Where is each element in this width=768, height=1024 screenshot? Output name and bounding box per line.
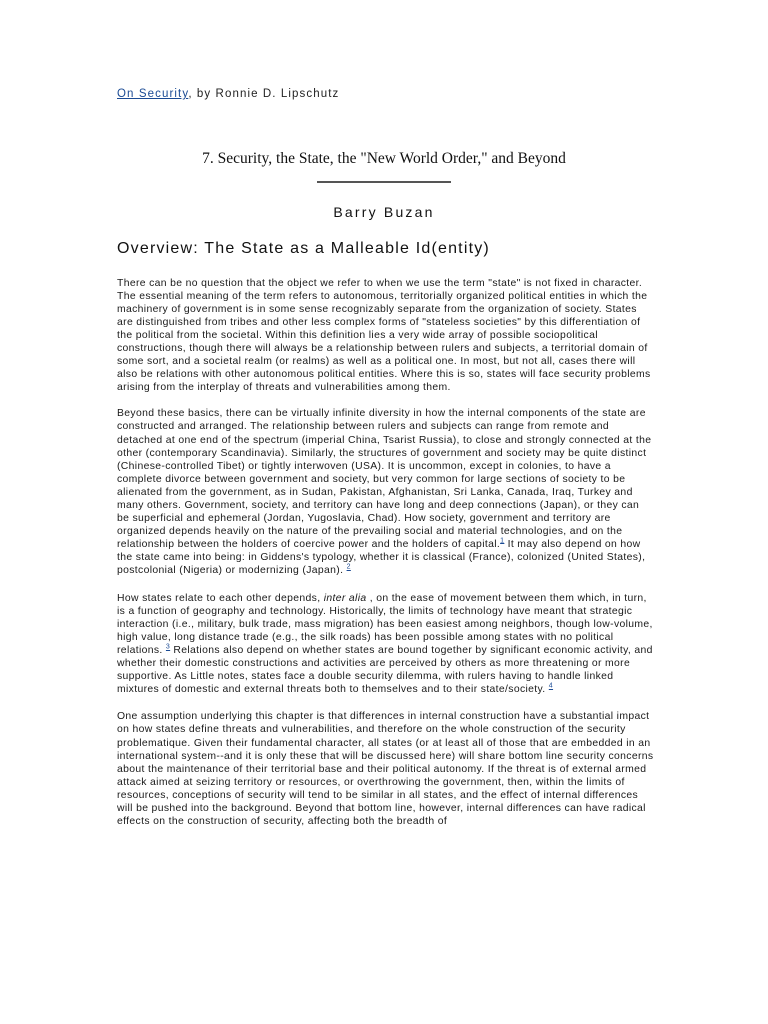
paragraph-4: One assumption underlying this chapter is that differences in internal construction have a substantial impact on how states define threats and vulnerabilities, and therefore on the whole construction of the security problematique. Given their fundamental character, all states (or at least all of those that are embedded in an international system--and it is only these that will be discussed here) will share bottom line security concerns about the maintenance of their territorial base and their political autonomy. If the threat is of external armed attack aimed at seizing territory or resources, or overthrowing the government, then, within the limits of resources, conceptions of security will tend to be similar in all states, and the effect of internal differences will be pushed into the background. Beyond that bottom line, however, internal differences can have radical effects on the construction of security, affecting both the breadth of (117, 711, 654, 827)
footnote-2-link[interactable]: 2 (346, 563, 351, 571)
paragraph-2-text-a: Beyond these basics, there can be virtually infinite diversity in how the internal components of the state are constructed and arranged. The relationship between rulers and subjects can range from remote and detached at one end of the spectrum (imperial China, Tsarist Russia), to close and strongly connected at the other (contemporary Scandinavia). Similarly, the structures of government and society may be quite distinct (Chinese-controlled Tibet) or tightly interwoven (USA). It is uncommon, except in colonies, to have a complete divorce between government and society, but very common for large sections of society to be alienated from the government, as in Sudan, Pakistan, Afghanistan, Sri Lanka, Canada, Iraq, Turkey and many others. Government, society, and territory can have long and deep connections (Japan), or they can be superficial and ephemeral (Jordan, Yugoslavia, Chad). How society, government and territory are organized depends heavily on the nature of the prevailing social and material technologies, and on the relationship between the holders of coercive power and the holders of capital. (117, 408, 652, 550)
footnote-3-link[interactable]: 3 (165, 643, 171, 651)
paragraph-3 (117, 592, 654, 696)
paragraph-3-text-a: How states relate to each other depends, (117, 593, 324, 605)
footnote-4-link[interactable]: 4 (548, 682, 554, 690)
footnote-1-link[interactable]: 1 (500, 537, 505, 545)
section-heading: Overview: The State as a Malleable Id(entity) (117, 240, 490, 257)
paragraph-3-italic: inter alia (323, 593, 367, 605)
byline-author: , by Ronnie D. Lipschutz (188, 88, 340, 100)
title-divider (317, 181, 451, 183)
book-title-link[interactable]: On Security (117, 88, 189, 100)
paragraph-1: There can be no question that the object we refer to when we use the term "state" is not fixed in character. The essential meaning of the term refers to autonomous, territorially organized political entities in which the machinery of government is in some sense recognizably separate from the organization of society. States are distinguished from tribes and other less complex forms of "stateless societies" by this differentiation of the political from the societal. Within this definition lies a very wide array of possible sociopolitical constructions, though there will always be a relationship between rulers and subjects, a territorial domain of some sort, and a societal realm (or realms) as well as a political one. In most, but not all, cases there will also be relations with other autonomous political entities. Where this is so, states will face security problems arising from the interplay of threats and vulnerabilities among them. (117, 278, 651, 394)
chapter-author: Barry Buzan (333, 204, 435, 220)
chapter-title: 7. Security, the State, the "New World Order," and Beyond (202, 150, 566, 167)
paragraph-2 (117, 407, 654, 577)
book-byline (117, 88, 339, 100)
paragraph-3-text-c: Relations also depend on whether states are bound together by significant economic activity, and whether their domestic constructions and activities are perceived by others as more threatening or more supportive. As Little notes, states face a double security dilemma, with rulers having to handle linked mixtures of domestic and external threats both to themselves and to their state/society. (117, 645, 653, 696)
article-body (117, 277, 654, 841)
paragraph-3-text-b: , on the ease of movement between them which, in turn, is a function of geography and technology. Historically, the limits of technology have meant that strategic interaction (i.e., military, bulk trade, mass migration) has been easiest among neighbors, though low-volume, high value, long distance trade (e.g., the silk roads) has been possible among states with no political relations. (117, 593, 653, 657)
paragraph-2-text-b: It may also depend on how the state came into being: in Giddens's typology, whether it is classical (France), colonized (United States), postcolonial (Nigeria) or modernizing (Japan). (117, 538, 646, 576)
